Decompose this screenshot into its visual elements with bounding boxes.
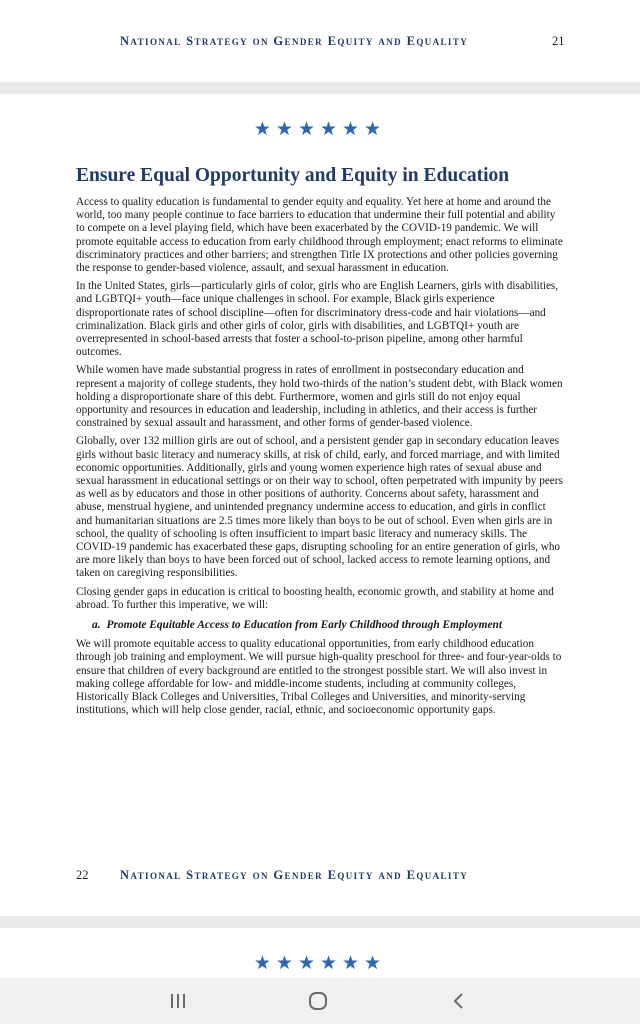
star-divider: ★★★★★★ (253, 118, 387, 140)
paragraph: Access to quality education is fundamental to gender equity and equality. Yet here at home and around the world, too many people continue to face barriers to education that undermine their full potential and ability to compete on a level playing field, which have been exacerbated by the COVID-19 pandemic. We will promote equitable access to education from early childhood through employment; enact reforms to eliminate discriminatory practices and other barriers; and strengthen Title IX protections and other policies governing the response to gender-based violence, assault, and sexual harassment in education. (76, 196, 563, 275)
paragraph: Closing gender gaps in education is critical to boosting health, economic growth, and stability at home and abroad. To further this imperative, we will: (76, 585, 554, 611)
running-head: National Strategy on Gender Equity and Equality (120, 34, 469, 48)
home-icon (298, 986, 338, 1016)
page-number: 21 (552, 34, 565, 48)
subsection-title: Promote Equitable Access to Education from Early Childhood through Employment (106, 619, 502, 632)
page-22 (0, 94, 640, 916)
page-21-bottom (0, 0, 640, 82)
paragraph: Globally, over 132 million girls are out of school, and a persistent gender gap in secondary education leaves girls without basic literacy and numeracy skills, at risk of child, early, and forced marriage, and with limited economic opportunities. Additionally, girls and young women experience high rates of sexual abuse and sexual harassment in educational settings or on their way to school, often perpetrated with impunity by peers as well as by educators and those in other positions of authority. Concerns about safety, harassment and abuse, menstrual hygiene, and unintended pregnancy undermine access to education, and girls in conflict and humanitarian situations are 2.5 times more likely than boys to be out of school. Even when girls are in school, the quality of schooling is often insufficient to impart basic literacy and numeracy skills. The COVID-19 pandemic has exacerbated these gaps, disrupting schooling for an entire generation of girls, who are more likely than boys to have been forced out of school, lacked access to remote learning options, and taken on caregiving responsibilities. (76, 435, 563, 580)
subsection-letter: a. (92, 619, 101, 632)
paragraph: We will promote equitable access to quality educational opportunities, from early childhood education through job training and employment. We will pursue high-quality preschool for three- and four-year-olds to ensure that children of every background are entitled to the strongest possible start. We will also invest in making college affordable for low- and middle-income students, including at community colleges, Historically Black Colleges and Universities, Tribal Colleges and Universities, and minority-serving institutions, which will help close gender, racial, ethnic, and socioeconomic opportunity gaps. (76, 638, 562, 717)
paragraph: In the United States, girls—particularly girls of color, girls who are English Learners, girls with disabilities, and LGBTQI+ youth—face unique challenges in school. For example, Black girls experience disproportionate rates of school discipline—often for discriminatory dress-code and hair violations—and criminalization. Black girls and other girls of color, girls with disabilities, and LGBTQI+ youth are overrepresented in school-based arrests that foster a school-to-prison pipeline, among other harmful outcomes. (76, 280, 559, 359)
recents-button[interactable] (158, 986, 198, 1016)
page-number: 22 (76, 868, 89, 882)
back-icon (438, 986, 478, 1016)
star-divider: ★★★★★★ (253, 952, 387, 974)
home-button[interactable] (298, 986, 338, 1016)
subsection-heading (76, 618, 564, 632)
running-head: National Strategy on Gender Equity and Equality (120, 868, 469, 882)
system-navigation-bar (0, 978, 640, 1024)
paragraph: While women have made substantial progress in rates of enrollment in postsecondary education and represent a majority of college students, they hold two-thirds of the nation’s student debt, with Black women holding a disproportionate share of this debt. Furthermore, women and girls still do not enjoy equal opportunity and resources in education and leadership, including in athletics, and their access is further constrained by sexual assault and harassment, and other forms of gender-based violence. (76, 364, 563, 430)
section-content (76, 164, 564, 722)
section-title: Ensure Equal Opportunity and Equity in Education (76, 165, 510, 186)
back-button[interactable] (438, 986, 478, 1016)
recents-icon (158, 986, 198, 1016)
